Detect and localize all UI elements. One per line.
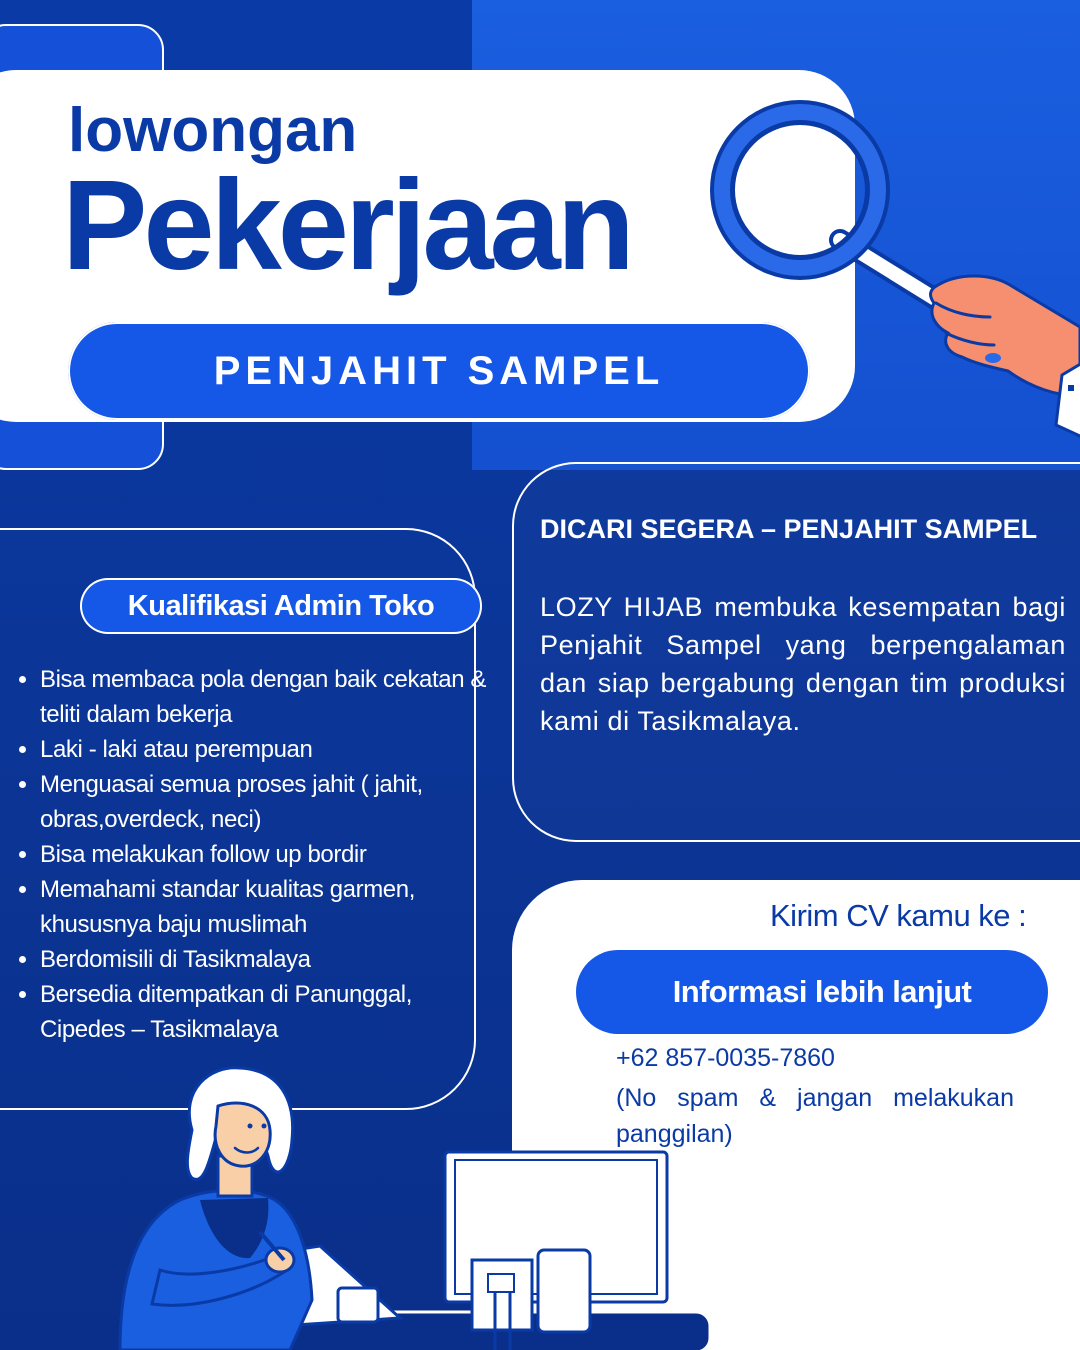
contact-note: (No spam & jangan melakukan panggilan) — [616, 1084, 1014, 1148]
title-big: Pekerjaan — [62, 154, 631, 297]
qualifications-list — [12, 662, 500, 1047]
list-item: • Bisa membaca pola dengan baik cekatan & teliti dalam bekerja — [40, 662, 500, 732]
position-label: PENJAHIT SAMPEL — [213, 348, 665, 393]
woman-at-desk-with-computer-icon — [100, 1060, 740, 1350]
list-item: • Bersedia ditempatkan di Panunggal, Cipedes – Tasikmalaya — [40, 977, 500, 1047]
list-item: • Menguasai semua proses jahit ( jahit, obras,overdeck, neci) — [40, 767, 500, 837]
list-item: • Berdomisili di Tasikmalaya — [40, 942, 500, 977]
contact-prompt: Kirim CV kamu ke : — [770, 898, 1027, 933]
list-item: • Bisa melakukan follow up bordir — [40, 837, 500, 872]
magnifying-glass-hand-icon — [690, 95, 1080, 440]
qualifications-title: Kualifikasi Admin Toko — [127, 589, 435, 622]
info-heading: DICARI SEGERA – PENJAHIT SAMPEL — [540, 514, 1038, 544]
more-info-label: Informasi lebih lanjut — [672, 974, 972, 1009]
info-body: LOZY HIJAB membuka kesempatan bagi Penjahit Sampel yang berpengalaman dan siap bergabung dengan tim produksi kami di Tasikmalaya. — [540, 592, 1066, 736]
list-item: • Laki - laki atau perempuan — [40, 732, 500, 767]
list-item: • Memahami standar kualitas garmen, khususnya baju muslimah — [40, 872, 500, 942]
contact-phone[interactable]: +62 857-0035-7860 — [616, 1044, 835, 1072]
qualifications-title-badge — [80, 578, 482, 634]
more-info-button[interactable] — [578, 952, 1046, 1032]
title-small: lowongan — [68, 96, 358, 165]
